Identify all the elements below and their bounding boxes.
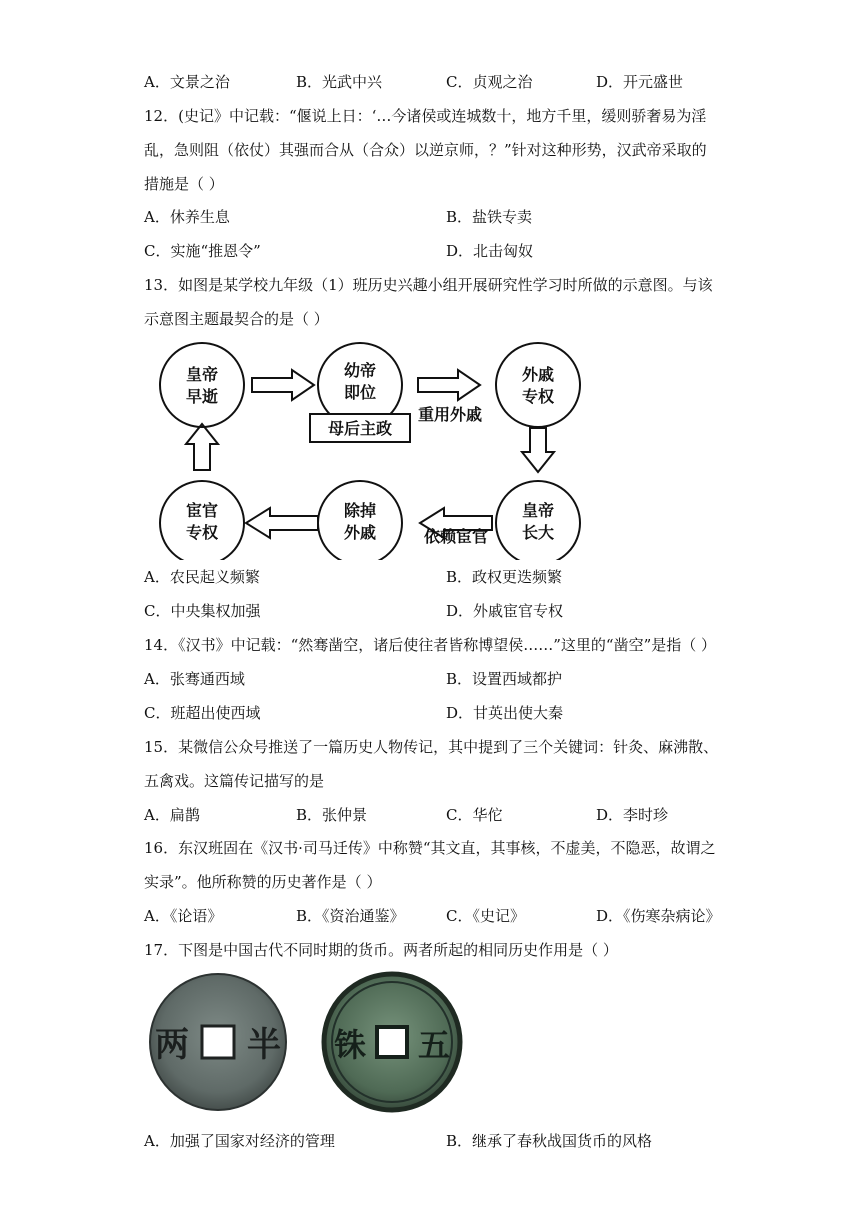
q14-option-a[interactable]: A．张骞通西域 — [144, 670, 245, 688]
node-5-line-1: 除掉 — [343, 501, 377, 520]
q16-option-b[interactable]: B．《资治通鉴》 — [296, 907, 405, 925]
q11-option-d[interactable]: D．开元盛世 — [596, 73, 684, 91]
node-3-line-2: 专权 — [521, 387, 555, 406]
coin1-left-char: 两 — [155, 1025, 189, 1065]
node-5-line-2: 外戚 — [343, 523, 377, 542]
q17-option-a[interactable]: A．加强了国家对经济的管理 — [144, 1132, 335, 1150]
node-emperor-dies-early — [160, 343, 244, 427]
arrow-label-bottom: 依赖宦官 — [423, 527, 489, 546]
node-emperor-grows-up — [496, 481, 580, 560]
q12-option-a[interactable]: A．休养生息 — [144, 208, 230, 226]
node-4-line-1: 皇帝 — [521, 501, 555, 520]
q15-option-d[interactable]: D．李时珍 — [596, 806, 669, 824]
arrow-down — [522, 428, 554, 472]
q15-option-b[interactable]: B．张仲景 — [296, 806, 368, 824]
q13-option-b[interactable]: B．政权更迭频繁 — [446, 568, 563, 586]
q12-stem-line-3: 措施是（ ） — [144, 175, 224, 193]
coin-images — [140, 970, 480, 1120]
q16-option-c[interactable]: C．《史记》 — [446, 907, 525, 925]
arrow-up — [186, 424, 218, 470]
q13-stem-line-2: 示意图主题最契合的是（ ） — [144, 310, 329, 328]
q15-option-a[interactable]: A．扁鹊 — [144, 806, 200, 824]
q11-option-a[interactable]: A．文景之治 — [144, 73, 230, 91]
q16-stem-line-1: 16．东汉班固在《汉书·司马迁传》中称赞“其文直，其事核，不虚美，不隐恶，故谓之 — [144, 839, 716, 857]
node-6-line-1: 宦官 — [185, 501, 219, 520]
q11-option-c[interactable]: C．贞观之治 — [446, 73, 533, 91]
ban-liang-coin — [150, 974, 286, 1110]
q17-stem-line-1: 17．下图是中国古代不同时期的货币。两者所起的相同历史作用是（ ） — [144, 941, 618, 959]
arrow-right-2 — [418, 370, 480, 400]
empress-dowager-label: 母后主政 — [327, 419, 393, 438]
q13-option-d[interactable]: D．外戚宦官专权 — [446, 602, 564, 620]
node-remove-consort-clan — [318, 481, 402, 560]
node-2-line-2: 即位 — [343, 383, 377, 402]
q13-cycle-diagram — [150, 340, 590, 560]
q12-option-c[interactable]: C．实施“推恩令” — [144, 242, 261, 260]
q14-stem-line-1: 14．《汉书》中记载：“然骞凿空，诸后使往者皆称博望侯……”这里的“凿空”是指（ ） — [144, 636, 717, 654]
coin2-left-char: 铢 — [333, 1026, 367, 1064]
q12-stem-line-1: 12．(史记》中记载：“偃说上日：‘…今诸侯或连城数十，地方千里，缓则骄奢易为淫 — [144, 107, 707, 125]
q12-option-d[interactable]: D．北击匈奴 — [446, 242, 534, 260]
q16-option-a[interactable]: A．《论语》 — [144, 907, 223, 925]
q14-option-b[interactable]: B．设置西域都护 — [446, 670, 563, 688]
arrow-label-top: 重用外戚 — [417, 405, 483, 424]
q15-stem-line-2: 五禽戏。这篇传记描写的是 — [144, 772, 325, 790]
q13-option-a[interactable]: A．农民起义频繁 — [144, 568, 260, 586]
node-4-line-2: 长大 — [521, 523, 555, 542]
arrow-right-1 — [252, 370, 314, 400]
coin2-right-char: 五 — [417, 1026, 451, 1064]
node-1-line-2: 早逝 — [185, 387, 219, 406]
node-consort-clan-power — [496, 343, 580, 427]
node-2-line-1: 幼帝 — [343, 361, 377, 380]
coin1-right-char: 半 — [247, 1025, 281, 1065]
node-6-line-2: 专权 — [185, 523, 219, 542]
q13-stem-line-1: 13．如图是某学校九年级（1）班历史兴趣小组开展研究性学习时所做的示意图。与该 — [144, 276, 713, 294]
q14-option-c[interactable]: C．班超出使西域 — [144, 704, 261, 722]
q12-stem-line-2: 乱，急则阻（依仗）其强而合从（合众）以逆京师，？”针对这种形势，汉武帝采取的 — [144, 141, 707, 159]
q17-option-b[interactable]: B．继承了春秋战国货币的风格 — [446, 1132, 653, 1150]
node-eunuch-power — [160, 481, 244, 560]
q16-stem-line-2: 实录”。他所称赞的历史著作是（ ） — [144, 873, 382, 891]
node-3-line-1: 外戚 — [521, 365, 555, 384]
q16-option-d[interactable]: D．《伤寒杂病论》 — [596, 907, 721, 925]
q15-option-c[interactable]: C．华佗 — [446, 806, 503, 824]
q14-option-d[interactable]: D．甘英出使大秦 — [446, 704, 564, 722]
q11-option-b[interactable]: B．光武中兴 — [296, 73, 383, 91]
q13-option-c[interactable]: C．中央集权加强 — [144, 602, 261, 620]
wu-zhu-coin — [324, 974, 460, 1110]
q15-stem-line-1: 15．某微信公众号推送了一篇历史人物传记，其中提到了三个关键词：针灸、麻沸散、 — [144, 738, 719, 756]
node-1-line-1: 皇帝 — [185, 365, 219, 384]
arrow-left-2 — [246, 508, 318, 538]
q12-option-b[interactable]: B．盐铁专卖 — [446, 208, 533, 226]
